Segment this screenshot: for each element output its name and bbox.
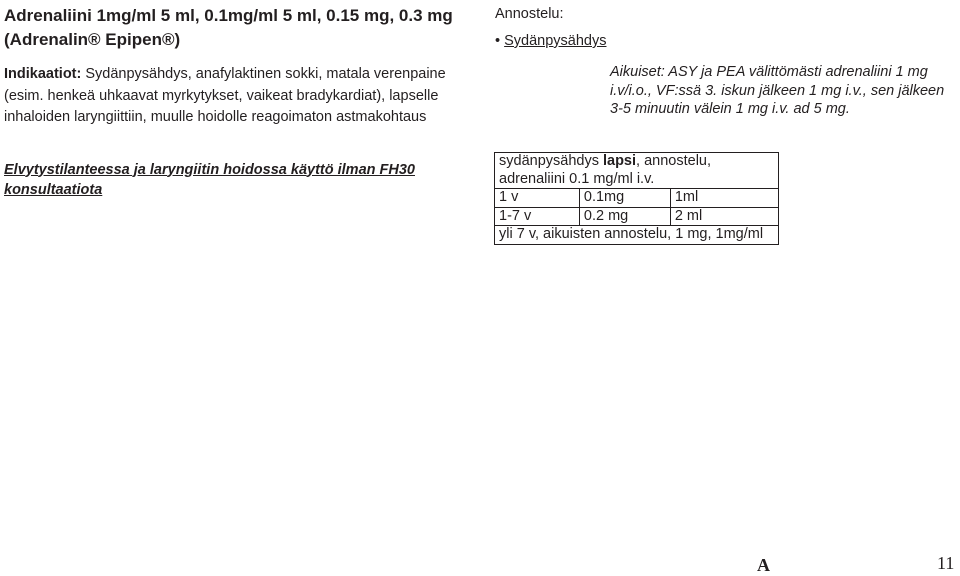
- section-letter: A: [757, 555, 770, 575]
- table-header-cell: sydänpysähdys lapsi, annostelu, adrenaliini 0.1 mg/ml i.v.: [495, 153, 779, 189]
- indications-text: Sydänpysähdys, anafylaktinen sokki, matala verenpaine (esim. henkeä uhkaavat myrkytykset, vaikeat bradykardiat), lapselle inhaloiden laryngiittiin, muulle hoidolle reagoimaton astmakohtaus: [4, 66, 446, 125]
- age-cell: 1 v: [495, 189, 580, 208]
- dose-cell: 0.2 mg: [579, 207, 670, 226]
- table-row: [495, 207, 779, 226]
- dosage-heading: Annostelu:: [495, 6, 564, 22]
- volume-cell: 1ml: [670, 189, 778, 208]
- volume-cell: 2 ml: [670, 207, 778, 226]
- table-footer-row: [495, 226, 779, 245]
- right-column: [495, 5, 955, 119]
- bullet-text: Sydänpysähdys: [504, 33, 607, 49]
- table-footer-cell: yli 7 v, aikuisten annostelu, 1 mg, 1mg/ml: [495, 226, 779, 245]
- indications: [4, 64, 454, 129]
- bullet-item: • Sydänpysähdys: [495, 33, 607, 49]
- header-bold-word: lapsi: [602, 153, 637, 169]
- adult-dosage: Aikuiset: ASY ja PEA välittömästi adrenaliini 1 mg i.v/i.o., VF:ssä 3. iskun jälkeen 1 mg i.v., sen jälkeen 3-5 minuutin välein 1 mg i.v. ad 5 mg.: [610, 64, 945, 117]
- dose-cell: 0.1mg: [579, 189, 670, 208]
- age-cell: 1-7 v: [495, 207, 580, 226]
- table-header-row: [495, 153, 779, 189]
- consultation-note: Elvytystilanteessa ja laryngiitin hoidossa käyttö ilman FH30 konsultaatiota: [4, 161, 415, 198]
- left-column: [4, 4, 454, 200]
- indications-label: Indikaatiot:: [4, 66, 82, 82]
- child-dosage-table: [494, 152, 779, 245]
- drug-title: Adrenaliini 1mg/ml 5 ml, 0.1mg/ml 5 ml, 0.15 mg, 0.3 mg (Adrenalin® Epipen®): [4, 6, 453, 49]
- page-number: 11: [937, 553, 955, 573]
- table-row: [495, 189, 779, 208]
